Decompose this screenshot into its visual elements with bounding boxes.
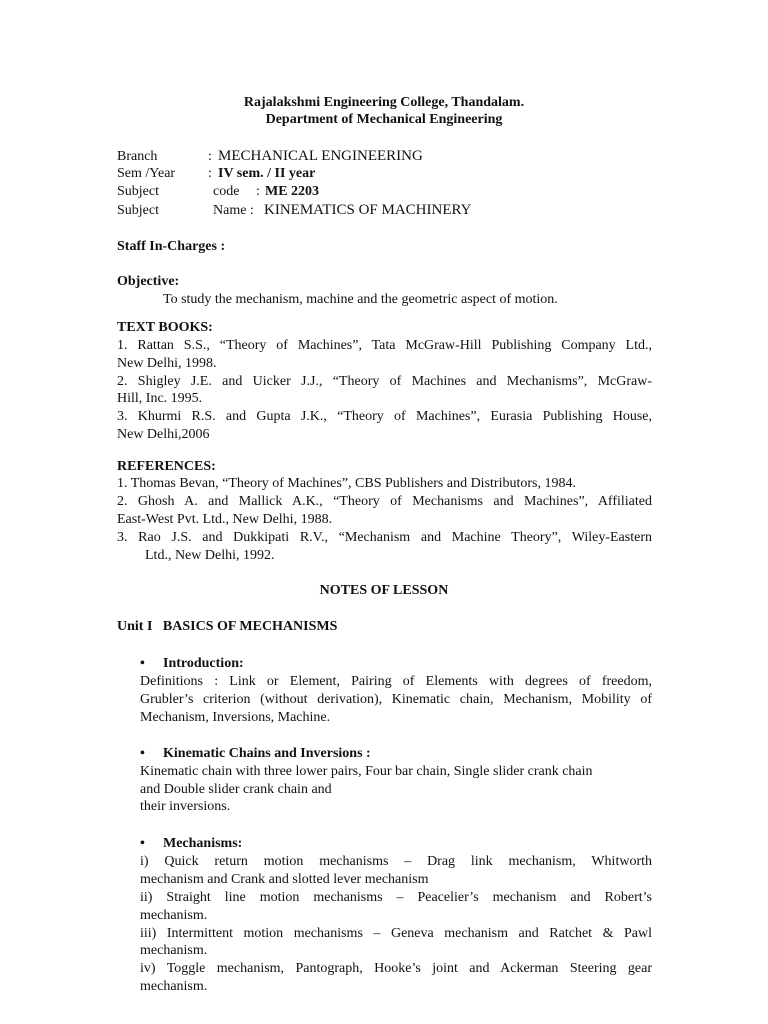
mechanisms-line: mechanism. [140,979,208,994]
mechanisms-line: mechanism. [140,943,208,958]
mechanisms-line: iii) Intermittent motion mechanisms – Geneva mechanism and Ratchet & Pawl [140,926,652,941]
code-label: code [213,184,240,199]
mechanisms-line: ii) Straight line motion mechanisms – Peacelier’s mechanism and Robert’s [140,890,652,905]
objective-heading: Objective: [117,274,180,289]
semyear-separator: : [208,166,212,181]
bullet-mechanisms [140,835,242,853]
department-name: Department of Mechanical Engineering [265,112,503,127]
name-label: Name : [213,203,254,218]
objective-text: To study the mechanism, machine and the geometric aspect of motion. [163,292,558,307]
introduction-line: Mechanism, Inversions, Machine. [140,710,331,725]
reference-line: 2. Ghosh A. and Mallick A.K., “Theory of Mechanisms and Machines”, Affiliated [117,494,652,509]
mechanisms-line: i) Quick return motion mechanisms – Drag link mechanism, Whitworth [140,854,652,869]
code-value: ME 2203 [265,184,320,199]
kinematic-chains-line: and Double slider crank chain and [140,782,332,797]
subject-name-label: Subject [117,203,159,218]
introduction-line: Grubler’s criterion (without derivation), Kinematic chain, Mechanism, Mobility of [140,692,652,707]
subject-name-value: KINEMATICS OF MACHINERY [264,202,472,218]
unit-title: Unit I BASICS OF MECHANISMS [117,619,338,634]
branch-label: Branch [117,149,158,164]
reference-line: Ltd., New Delhi, 1992. [145,548,275,563]
code-separator: : [256,184,260,199]
bullet-introduction [140,655,244,673]
textbook-line: 3. Khurmi R.S. and Gupta J.K., “Theory of Machines”, Eurasia Publishing House, [117,409,652,424]
textbook-line: 2. Shigley J.E. and Uicker J.J., “Theory of Machines and Mechanisms”, McGraw- [117,374,652,389]
introduction-line: Definitions : Link or Element, Pairing of Elements with degrees of freedom, [140,674,652,689]
textbook-line: 1. Rattan S.S., “Theory of Machines”, Tata McGraw-Hill Publishing Company Ltd., [117,338,652,353]
reference-line: East-West Pvt. Ltd., New Delhi, 1988. [117,512,333,527]
kinematic-chains-line: Kinematic chain with three lower pairs, Four bar chain, Single slider crank chain [140,764,593,779]
kinematic-chains-heading: Kinematic Chains and Inversions : [163,746,371,761]
bullet-icon: • [140,656,145,671]
mechanisms-heading: Mechanisms: [163,836,243,851]
subject-code-label: Subject [117,184,159,199]
introduction-heading: Introduction: [163,656,244,671]
semyear-value: IV sem. / II year [218,166,316,181]
reference-line: 1. Thomas Bevan, “Theory of Machines”, CBS Publishers and Distributors, 1984. [117,476,576,491]
textbook-line: New Delhi, 1998. [117,356,217,371]
branch-separator: : [208,149,212,164]
semyear-label: Sem /Year [117,166,176,181]
bullet-kinematic-chains [140,745,371,763]
mechanisms-line: mechanism and Crank and slotted lever mechanism [140,872,429,887]
kinematic-chains-line: their inversions. [140,799,231,814]
mechanisms-line: iv) Toggle mechanism, Pantograph, Hooke’s joint and Ackerman Steering gear [140,961,652,976]
college-name: Rajalakshmi Engineering College, Thandalam. [243,95,525,110]
staff-in-charges-label: Staff In-Charges : [117,239,226,254]
references-heading: REFERENCES: [117,459,216,474]
textbook-line: Hill, Inc. 1995. [117,391,203,406]
bullet-icon: • [140,836,145,851]
textbooks-heading: TEXT BOOKS: [117,320,213,335]
reference-line: 3. Rao J.S. and Dukkipati R.V., “Mechanism and Machine Theory”, Wiley-Eastern [117,530,652,545]
notes-of-lesson-heading: NOTES OF LESSON [319,583,449,598]
bullet-icon: • [140,746,145,761]
branch-value: MECHANICAL ENGINEERING [218,148,423,164]
mechanisms-line: mechanism. [140,908,208,923]
textbook-line: New Delhi,2006 [117,427,210,442]
